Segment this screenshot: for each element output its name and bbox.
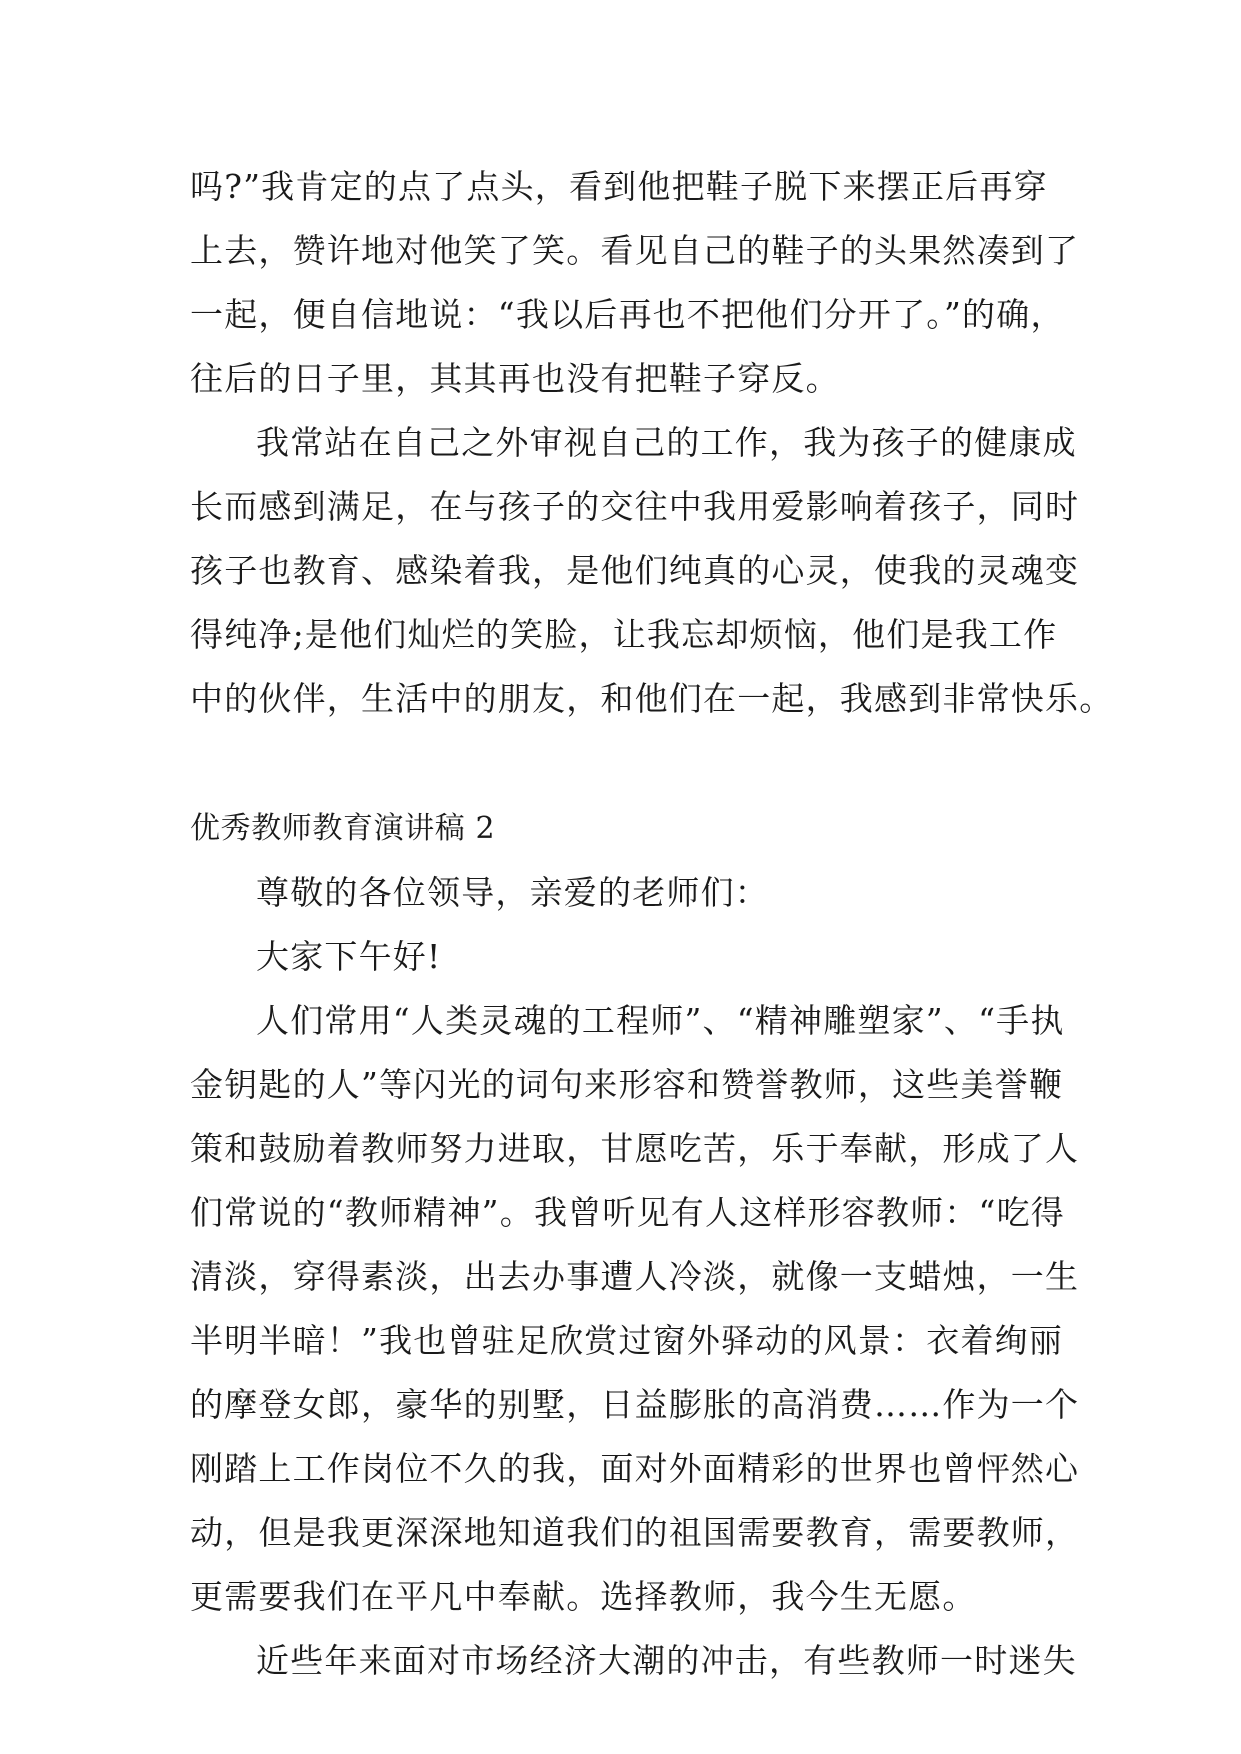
- text-line: 大家下午好!: [256, 937, 442, 976]
- text-line: 刚踏上工作岗位不久的我，面对外面精彩的世界也曾怦然心: [190, 1449, 1080, 1488]
- section-spacer: [190, 731, 1060, 797]
- text-line: 的摩登女郎，豪华的别墅，日益膨胀的高消费……作为一个: [190, 1385, 1080, 1424]
- document-body: [190, 155, 1114, 1693]
- text-line: 清淡，穿得素淡，出去办事遭人冷淡，就像一支蜡烛，一生: [190, 1257, 1080, 1296]
- text-line: 上去，赞许地对他笑了笑。看见自己的鞋子的头果然凑到了: [190, 231, 1080, 270]
- paragraph-teacher-spirit: [190, 989, 1080, 1629]
- paragraph-market-economy: [190, 1629, 1077, 1693]
- paragraph-shoes-story: [190, 155, 1080, 411]
- text-line: 吗?”我肯定的点了点头，看到他把鞋子脱下来摆正后再穿: [190, 167, 1048, 206]
- paragraph-salutation: [190, 861, 1060, 925]
- text-line: 长而感到满足，在与孩子的交往中我用爱影响着孩子，同时: [190, 487, 1080, 526]
- text-line: 半明半暗！”我也曾驻足欣赏过窗外驿动的风景：衣着绚丽: [190, 1321, 1064, 1360]
- text-line: 金钥匙的人”等闪光的词句来形容和赞誉教师，这些美誉鞭: [190, 1065, 1064, 1104]
- section-heading: 优秀教师教育演讲稿 2: [190, 811, 496, 846]
- text-line: 更需要我们在平凡中奉献。选择教师，我今生无愿。: [190, 1577, 977, 1616]
- text-line: 们常说的“教师精神”。我曾听见有人这样形容教师：“吃得: [190, 1193, 1066, 1232]
- text-line: 动，但是我更深深地知道我们的祖国需要教育，需要教师，: [190, 1513, 1080, 1552]
- text-line: 往后的日子里，其其再也没有把鞋子穿反。: [190, 359, 840, 398]
- paragraph-reflection: [190, 411, 1114, 731]
- paragraph-greeting: [190, 925, 1060, 989]
- text-line: 策和鼓励着教师努力进取，甘愿吃苦，乐于奉献，形成了人: [190, 1129, 1080, 1168]
- text-line: 尊敬的各位领导，亲爱的老师们：: [256, 873, 769, 912]
- text-line: 近些年来面对市场经济大潮的冲击，有些教师一时迷失: [256, 1641, 1077, 1680]
- text-line: 我常站在自己之外审视自己的工作，我为孩子的健康成: [256, 423, 1077, 462]
- text-line: 一起，便自信地说：“我以后再也不把他们分开了。”的确，: [190, 295, 1065, 334]
- text-line: 人们常用“人类灵魂的工程师”、“精神雕塑家”、“手执: [256, 1001, 1065, 1040]
- text-line: 孩子也教育、感染着我，是他们纯真的心灵，使我的灵魂变: [190, 551, 1080, 590]
- text-line: 中的伙伴，生活中的朋友，和他们在一起，我感到非常快乐。: [190, 679, 1114, 718]
- text-line: 得纯净;是他们灿烂的笑脸，让我忘却烦恼，他们是我工作: [190, 615, 1058, 654]
